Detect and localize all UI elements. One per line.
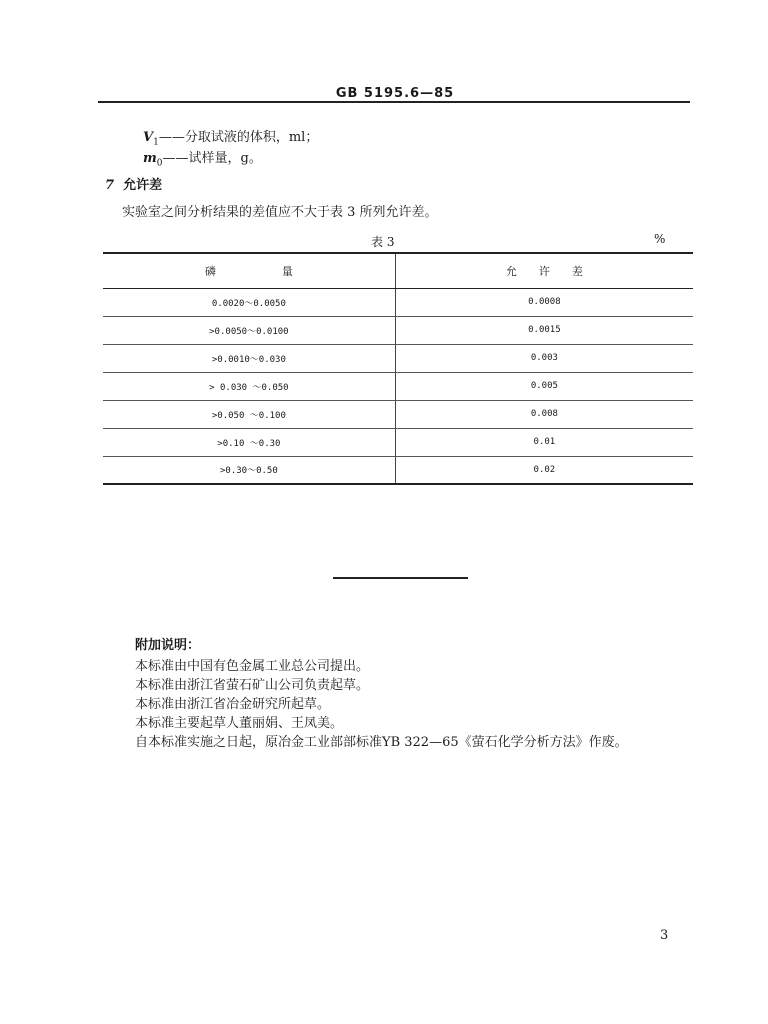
variable-definition-m0 — [143, 147, 262, 169]
table-row — [103, 288, 693, 316]
section-number: 7 — [105, 178, 115, 193]
note-line: 本标准主要起草人董丽娟、王凤美。 — [135, 716, 344, 731]
range-cell: >0.10 ～0.30 — [103, 428, 395, 456]
range-cell: > 0.030 ～0.050 — [103, 372, 395, 400]
section-text: 实验室之间分析结果的差值应不大于表 3 所列允许差。 — [122, 205, 438, 220]
table-caption: 表 3 — [371, 235, 395, 249]
note-line: 本标准由浙江省冶金研究所起草。 — [135, 697, 331, 712]
tolerance-cell: 0.003 — [395, 344, 693, 372]
range-cell: >0.30～0.50 — [103, 456, 395, 484]
note-line: 自本标准实施之日起，原冶金工业部部标准YB 322—65《萤石化学分析方法》作废。 — [135, 735, 628, 750]
section-heading — [105, 174, 162, 193]
table-header-row — [103, 253, 693, 288]
tolerance-cell: 0.02 — [395, 456, 693, 484]
range-cell: >0.050 ～0.100 — [103, 400, 395, 428]
table-row — [103, 428, 693, 456]
table-row — [103, 372, 693, 400]
tolerance-cell: 0.0008 — [395, 288, 693, 316]
variable-text: ——分取试液的体积，ml； — [158, 130, 319, 145]
table-unit: % — [654, 232, 666, 246]
header-rule — [98, 101, 690, 103]
table-row — [103, 400, 693, 428]
notes-title: 附加说明： — [135, 638, 201, 653]
tolerance-cell: 0.008 — [395, 400, 693, 428]
variable-symbol: V — [143, 130, 154, 145]
header-standard-number: GB 5195.6—85 — [335, 86, 455, 101]
tolerance-cell: 0.0015 — [395, 316, 693, 344]
header-phosphorus-content: 磷 量 — [103, 253, 395, 288]
variable-symbol: m — [143, 151, 157, 166]
note-line: 本标准由浙江省萤石矿山公司负责起草。 — [135, 678, 370, 693]
note-line: 本标准由中国有色金属工业总公司提出。 — [135, 659, 370, 674]
range-cell: >0.0010～0.030 — [103, 344, 395, 372]
range-cell: >0.0050～0.0100 — [103, 316, 395, 344]
variable-subscript: 0 — [156, 158, 163, 169]
header-tolerance: 允 许 差 — [395, 253, 693, 288]
variable-text: ——试样量，g。 — [162, 151, 262, 166]
page-number: 3 — [660, 928, 669, 943]
variable-subscript: 1 — [153, 137, 159, 148]
table-row — [103, 456, 693, 484]
tolerance-table — [103, 252, 693, 485]
variable-definition-v1 — [143, 126, 318, 148]
separator-rule — [333, 577, 468, 579]
section-title: 允许差 — [123, 178, 163, 193]
range-cell: 0.0020～0.0050 — [103, 288, 395, 316]
table-row — [103, 316, 693, 344]
table-row — [103, 344, 693, 372]
tolerance-cell: 0.005 — [395, 372, 693, 400]
tolerance-cell: 0.01 — [395, 428, 693, 456]
